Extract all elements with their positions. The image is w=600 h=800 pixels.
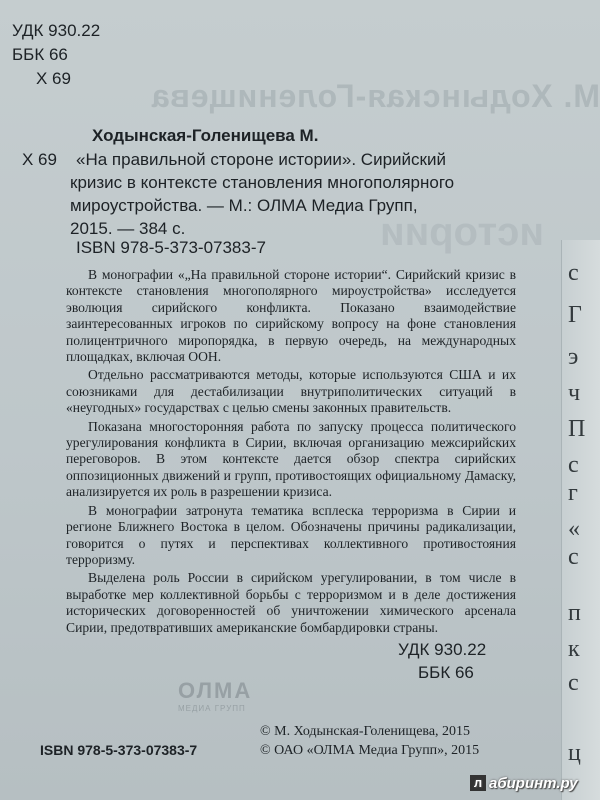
copyright-block: [260, 722, 560, 760]
strip-letter: с: [568, 670, 579, 696]
logo-subtext: МЕДИА ГРУПП: [178, 704, 246, 713]
watermark-badge: л: [470, 775, 486, 791]
ghost-title-text: М. Ходынская-Голенищева: [150, 78, 600, 114]
strip-letter: э: [568, 344, 579, 370]
bib-line: мироустройства. — М.: ОЛМА Медиа Групп,: [70, 196, 418, 215]
strip-letter: ч: [568, 380, 581, 406]
bib-line: «На правильной стороне истории». Сирийский: [76, 150, 446, 169]
author-mark: Х 69: [36, 69, 71, 88]
strip-letter: к: [568, 636, 580, 662]
annotation-paragraph: Выделена роль России в сирийском урегулировании, в том числе в выработке мер коллективной борьбы с терроризмом и в деле достижения исторических договоренностей об уничтожении химического арсенала Сирии, предотвративших американские бомбардировки страны.: [66, 570, 516, 635]
annotation-paragraph: Показана многосторонняя работа по запуску процесса политического урегулирования конфликта в Сирии, включая организацию межсирийских переговоров. В этом контексте дается обзор спектра сирийских оппозиционных движений и групп, противостоящих официальному Дамаску, анализируется их роль в разрешении кризиса.: [66, 418, 516, 500]
strip-letter: П: [568, 416, 586, 442]
footer-udk: УДК 930.22: [398, 640, 487, 659]
copyright-author: © М. Ходынская-Голенищева, 2015: [260, 724, 471, 739]
strip-letter: п: [568, 600, 581, 626]
footer-isbn: ISBN 978-5-373-07383-7: [40, 742, 198, 758]
footer-bbk: ББК 66: [418, 663, 474, 682]
author-mark-entry: Х 69: [22, 150, 57, 169]
isbn-line: ISBN 978-5-373-07383-7: [76, 238, 266, 257]
strip-letter: с: [568, 544, 579, 570]
strip-letter: г: [568, 480, 578, 506]
ghost-word-text: истории: [380, 210, 544, 254]
strip-letter: «: [568, 516, 580, 542]
bbk-code: ББК 66: [12, 45, 68, 64]
annotation: [66, 267, 516, 638]
bibliographic-description: [70, 148, 535, 240]
strip-letter: с: [568, 260, 579, 286]
publisher-logo: [178, 678, 308, 712]
udk-code: УДК 930.22: [12, 21, 101, 40]
annotation-paragraph: Отдельно рассматриваются методы, которые используются США и их союзниками для дестабилизации внутриполитических ситуаций в «неугодных» государствах с целью смены законных правительств.: [66, 367, 516, 416]
strip-letter: Г: [568, 302, 582, 328]
bib-line: кризис в контексте становления многополярного: [70, 173, 455, 192]
bib-line: 2015. — 384 с.: [70, 219, 186, 238]
logo-text: ОЛМА: [178, 678, 253, 703]
strip-letter: ц: [568, 740, 581, 766]
watermark-text: абиринт.ру: [489, 774, 578, 792]
adjacent-page-strip: [561, 240, 600, 800]
annotation-paragraph: В монографии затронута тематика всплеска терроризма в Сирии и регионе Ближнего Востока в целом. Обозначены причины радикализации, говорится о путях и перспективах коллективного противостояния терроризму.: [66, 502, 516, 567]
author-name: Ходынская-Голенищева М.: [92, 126, 319, 145]
strip-letter: с: [568, 452, 579, 478]
annotation-paragraph: В монографии «„На правильной стороне истории“. Сирийский кризис в контексте становления многополярного мироустройства» исследуется эволюция сирийского конфликта. Показано взаимодействие заинтересованных игроков по сирийскому вопросу на фоне становления полицентричного миропорядка, в первую очередь, на международных площадках, включая ООН.: [66, 267, 516, 365]
copyright-publisher: © ОАО «ОЛМА Медиа Групп», 2015: [260, 743, 480, 758]
watermark: [470, 770, 600, 796]
